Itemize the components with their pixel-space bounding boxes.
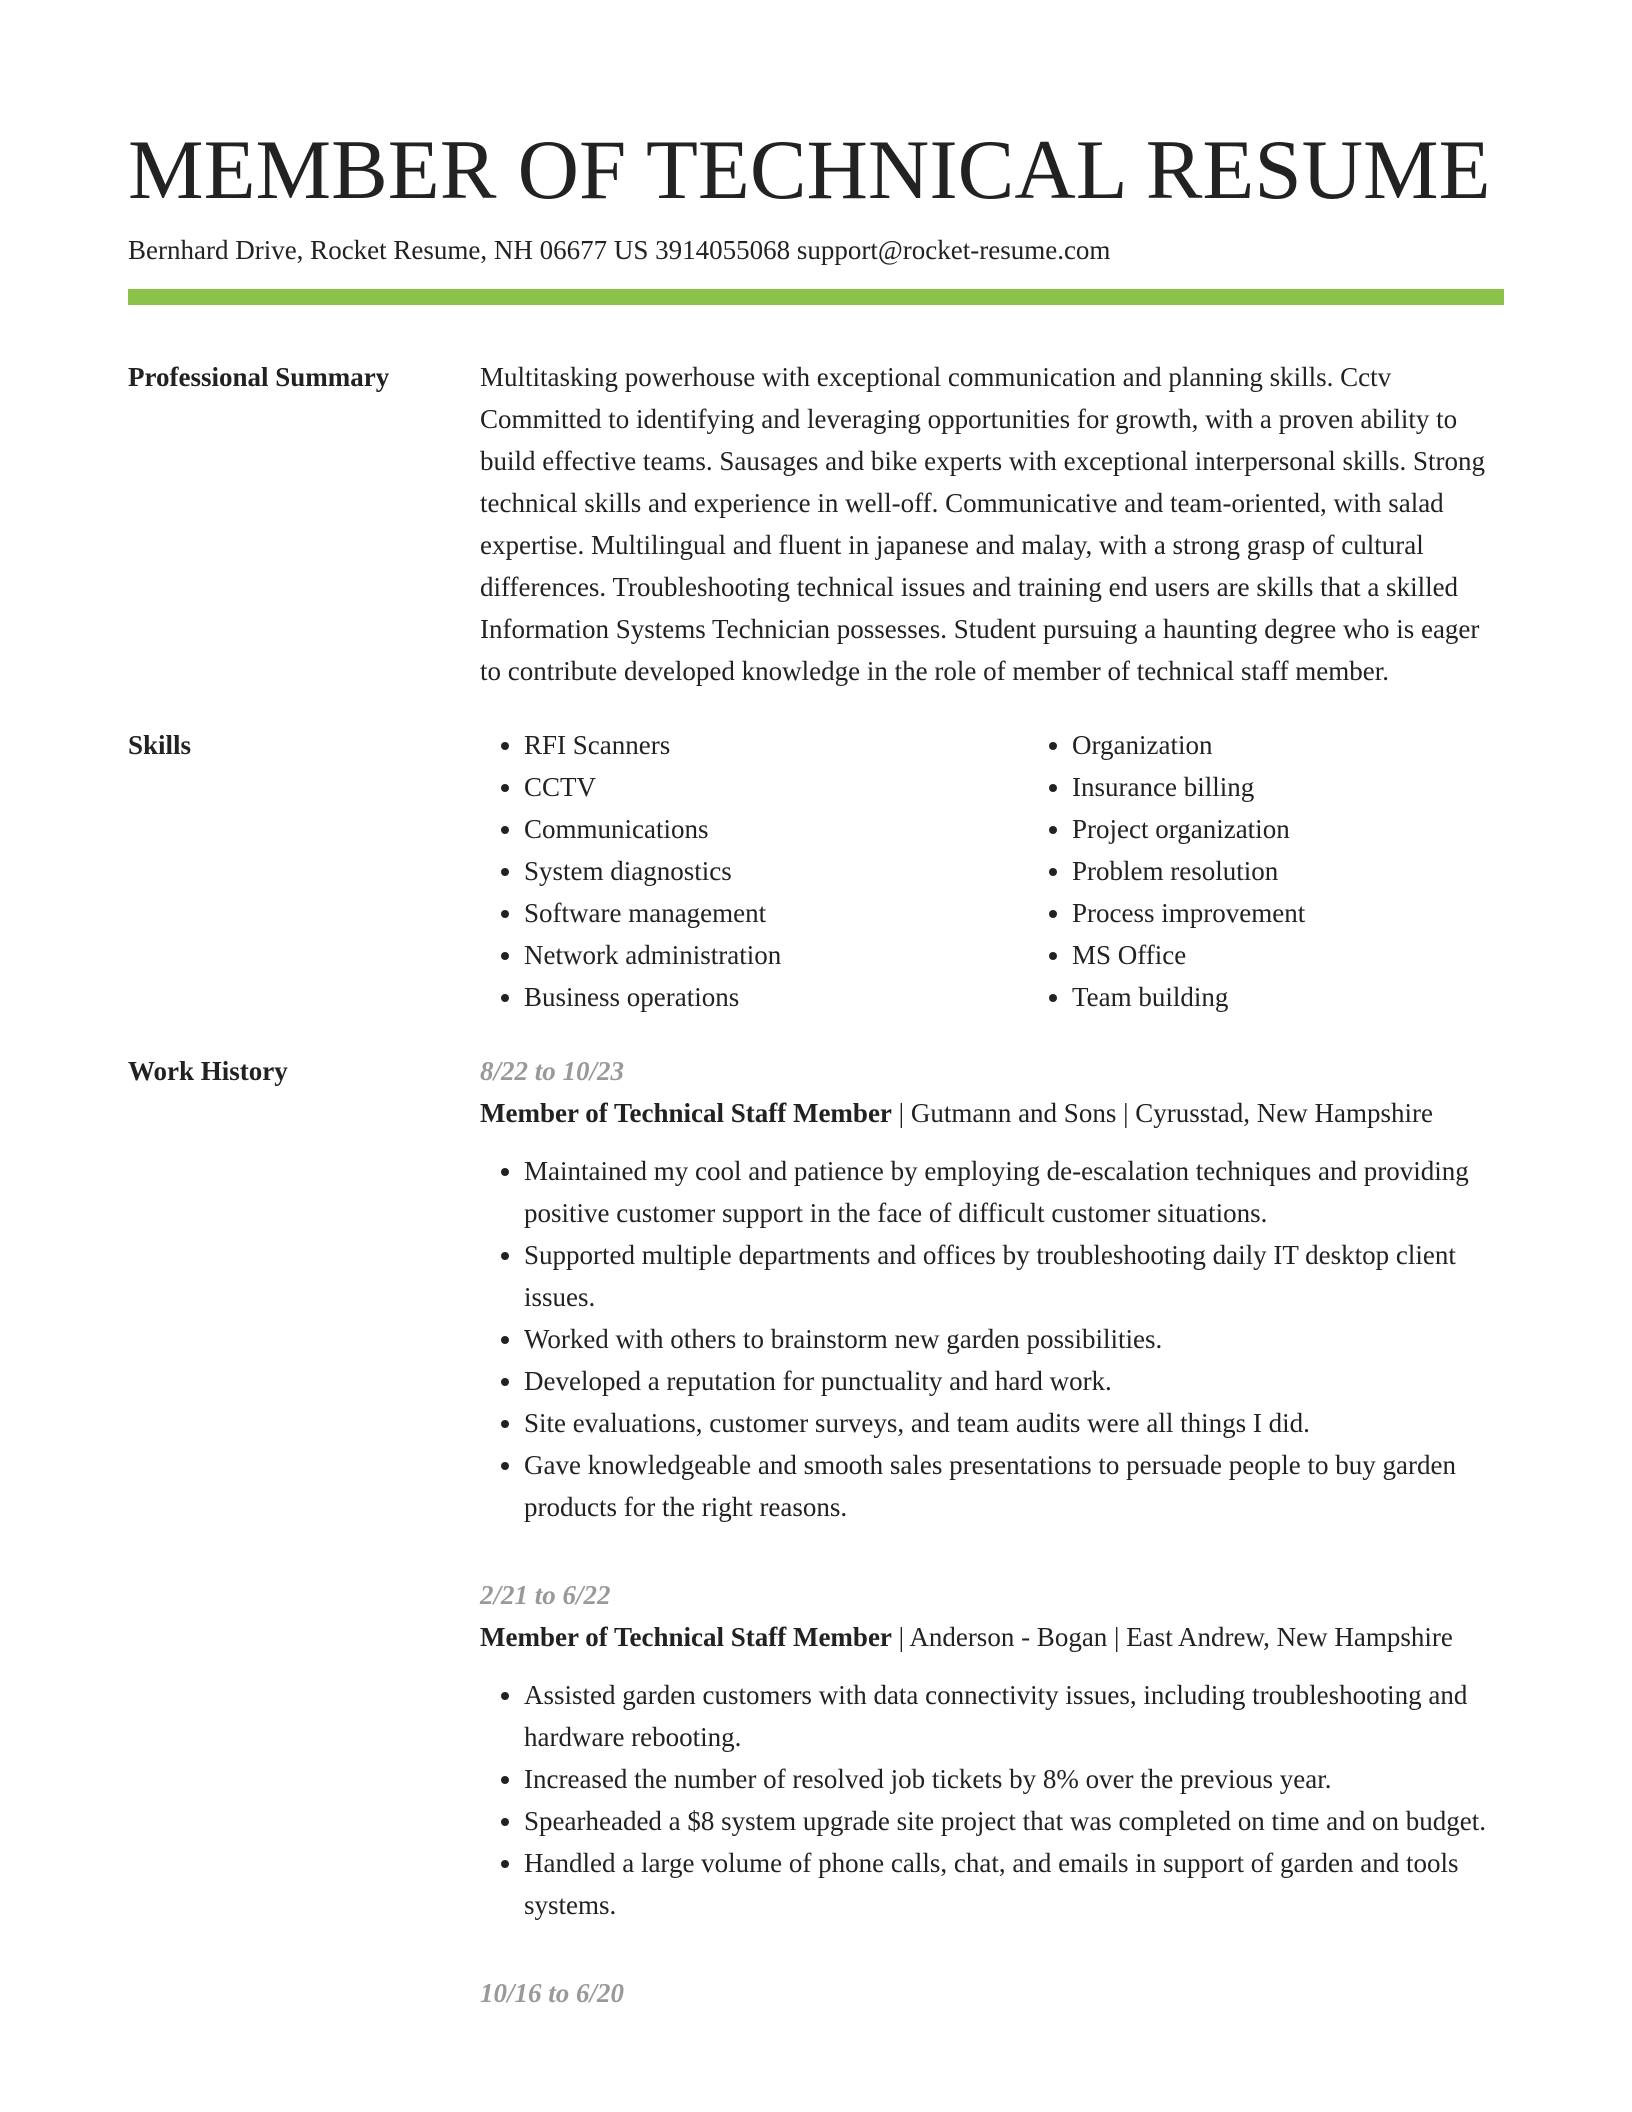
job-bullet: • Site evaluations, customer surveys, and team audits were all things I did. <box>524 1402 1504 1444</box>
job-bullets <box>480 1674 1504 1926</box>
job-employer-location: | Anderson - Bogan | East Andrew, New Hampshire <box>891 1622 1453 1652</box>
resume-title: MEMBER OF TECHNICAL RESUME <box>128 123 1491 217</box>
job-bullet: • Worked with others to brainstorm new garden possibilities. <box>524 1318 1504 1360</box>
skill-item: • RFI Scanners <box>524 724 1028 766</box>
job-bullet: • Assisted garden customers with data connectivity issues, including troubleshooting and hardware rebooting. <box>524 1674 1504 1758</box>
job-title: Member of Technical Staff Member <box>480 1622 892 1652</box>
header-divider <box>128 289 1504 305</box>
section-label-work-history: Work History <box>128 1056 288 1086</box>
skill-item: • Insurance billing <box>1072 766 1576 808</box>
skill-item: • Team building <box>1072 976 1576 1018</box>
summary-text: Multitasking powerhouse with exceptional communication and planning skills. Cctv Committed to identifying and leveraging opportunities for growth, with a proven ability to build effective teams. Sausages and bike experts with exceptional interpersonal skills. Strong technical skills and experience in well-off. Communicative and team-oriented, with salad expertise. Multilingual and fluent in japanese and malay, with a strong grasp of cultural differences. Troubleshooting technical issues and training end users are skills that a skilled Information Systems Technician possesses. Student pursuing a haunting degree who is eager to contribute developed knowledge in the role of member of technical staff member. <box>480 362 1485 686</box>
job-title: Member of Technical Staff Member <box>480 1098 892 1128</box>
section-label-summary: Professional Summary <box>128 362 390 392</box>
job-heading <box>480 1092 1504 1134</box>
skill-item: • Process improvement <box>1072 892 1576 934</box>
contact-line: Bernhard Drive, Rocket Resume, NH 06677 US 3914055068 support@rocket-resume.com <box>128 235 1111 265</box>
skill-item: • Communications <box>524 808 1028 850</box>
job-bullet: • Developed a reputation for punctuality and hard work. <box>524 1360 1504 1402</box>
skills-list-left <box>480 724 1028 1018</box>
skill-item: • System diagnostics <box>524 850 1028 892</box>
skills-section <box>128 724 1504 1018</box>
job-bullet: • Maintained my cool and patience by employing de-escalation techniques and providing positive customer support in the face of difficult customer situations. <box>524 1150 1504 1234</box>
job-heading <box>480 1616 1504 1658</box>
skill-item: • Organization <box>1072 724 1576 766</box>
skill-item: • Software management <box>524 892 1028 934</box>
job-dates: 8/22 to 10/23 <box>480 1056 625 1086</box>
job-bullet: • Gave knowledgeable and smooth sales presentations to persuade people to buy garden products for the right reasons. <box>524 1444 1504 1528</box>
skill-item: • CCTV <box>524 766 1028 808</box>
skills-columns <box>480 724 1576 1018</box>
job-entry <box>480 1050 1504 1528</box>
job-dates: 10/16 to 6/20 <box>480 1978 625 2008</box>
skill-item: • Problem resolution <box>1072 850 1576 892</box>
skills-list-right <box>1028 724 1576 1018</box>
skill-item: • MS Office <box>1072 934 1576 976</box>
job-entry <box>480 1574 1504 1926</box>
skill-item: • Project organization <box>1072 808 1576 850</box>
skill-item: • Business operations <box>524 976 1028 1018</box>
job-dates: 2/21 to 6/22 <box>480 1580 611 1610</box>
skill-item: • Network administration <box>524 934 1028 976</box>
work-history-section <box>128 1050 1504 2014</box>
job-bullet: • Supported multiple departments and offices by troubleshooting daily IT desktop client issues. <box>524 1234 1504 1318</box>
job-bullet: • Spearheaded a $8 system upgrade site project that was completed on time and on budget. <box>524 1800 1504 1842</box>
job-bullet: • Increased the number of resolved job tickets by 8% over the previous year. <box>524 1758 1504 1800</box>
job-bullets <box>480 1150 1504 1528</box>
job-entry <box>480 1972 1504 2014</box>
job-employer-location: | Gutmann and Sons | Cyrusstad, New Hampshire <box>891 1098 1433 1128</box>
section-label-skills: Skills <box>128 730 192 760</box>
professional-summary-section <box>128 356 1504 692</box>
job-bullet: • Handled a large volume of phone calls, chat, and emails in support of garden and tools systems. <box>524 1842 1504 1926</box>
resume-page <box>128 120 1504 2014</box>
